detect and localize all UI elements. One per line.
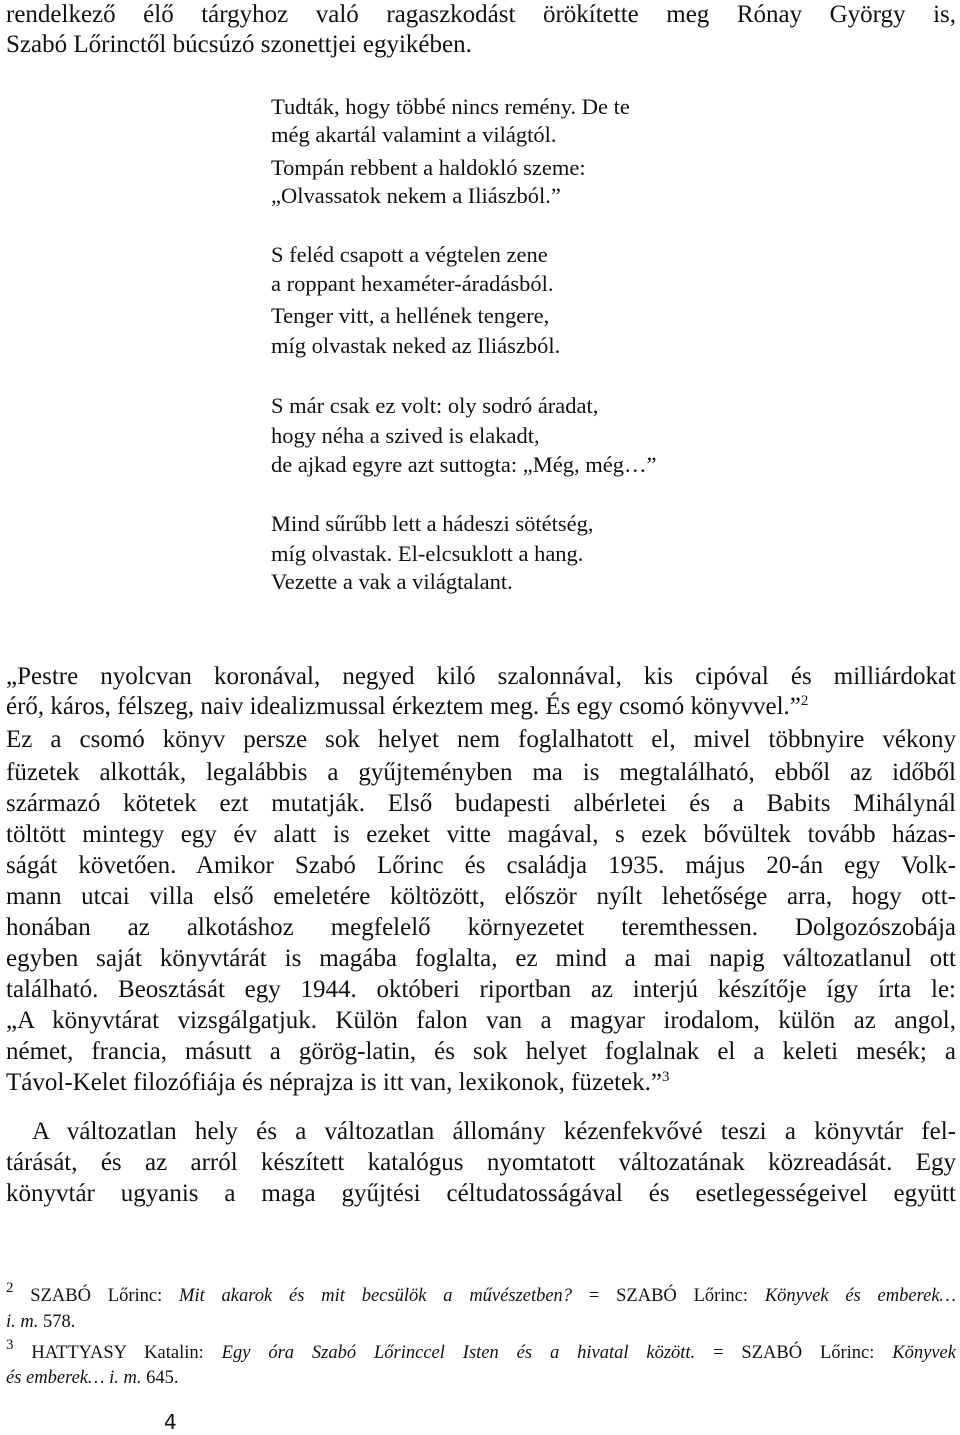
body-line: Ez a csomó könyv persze sok helyet nem foglalhatott el, mivel többnyire vékony: [6, 726, 956, 753]
footnote-2-cont: i. m. 578.: [6, 1312, 76, 1332]
poem-line: hogy néha a szived is elakadt,: [271, 423, 540, 448]
footnote-ref-3[interactable]: 3: [661, 1069, 670, 1085]
body-line: található. Beosztását egy 1944. októberi riportban az interjú készítője így írta le:: [6, 976, 956, 1003]
poem-line: a roppant hexaméter-áradásból.: [271, 271, 554, 296]
poem-line: Mind sűrűbb lett a hádeszi sötétség,: [271, 511, 594, 536]
body-line: Távol-Kelet filozófiája és néprajza is itt van, lexikonok, füzetek.”$^3$: [6, 1069, 670, 1096]
poem-line: míg olvastak. El-elcsuklott a hang.: [271, 541, 584, 566]
body-line: származó kötetek ezt mutatják. Első budapesti albérletei és a Babits Mihálynál: [6, 790, 956, 817]
poem-line: még akartál valamint a világtól.: [271, 122, 557, 147]
body-line: honában az alkotáshoz megfelelő környezetet teremthessen. Dolgozószobája: [6, 914, 956, 941]
poem-line: Vezette a vak a világtalant.: [271, 569, 513, 594]
poem-line: míg olvastak neked az Iliászból.: [271, 333, 561, 358]
poem-line: Tompán rebbent a haldokló szeme:: [271, 155, 586, 180]
footnote-3-cont: és emberek… i. m. 645.: [6, 1368, 179, 1388]
poem-line: S már csak ez volt: oly sodró áradat,: [271, 393, 599, 418]
poem-line: Tudták, hogy többé nincs remény. De te: [271, 94, 630, 119]
footnote-3: $^3$ HATTYASY Katalin: Egy óra Szabó Lőrinccel Isten és a hivatal között. = SZABÓ Lőrinc: Könyvek: [6, 1337, 956, 1363]
body-line: tárását, és az arról készített katalógus nyomtatott változatának közreadását. Egy: [6, 1149, 956, 1176]
intro-line-1: rendelkező élő tárgyhoz való ragaszkodást örökítette meg Rónay György is,: [6, 1, 956, 28]
poem-line: „Olvassatok nekem a Iliászból.”: [271, 183, 561, 208]
footnote-ref-2[interactable]: 2: [800, 693, 809, 709]
footnote-2: $^2$ SZABÓ Lőrinc: Mit akarok és mit becsülök a művészetben? = SZABÓ Lőrinc: Könyvek és emberek…: [6, 1280, 956, 1306]
body-line: „A könyvtárat vizsgálgatjuk. Külön falon van a magyar irodalom, külön az angol,: [6, 1007, 956, 1034]
body-line: német, francia, másutt a görög-latin, és sok helyet foglalnak el a keleti mesék; a: [6, 1038, 956, 1065]
poem-line: Tenger vitt, a hellének tengere,: [271, 303, 550, 328]
body-line: töltött mintegy egy év alatt is ezeket vitte magával, s ezek bővültek tovább házas-: [6, 821, 956, 848]
poem-line: de ajkad egyre azt suttogta: „Még, még…”: [271, 452, 657, 477]
body-line: „Pestre nyolcvan koronával, negyed kiló szalonnával, kis cipóval és milliárdokat: [6, 663, 956, 690]
body-line: érő, káros, félszeg, naiv idealizmussal érkeztem meg. És egy csomó könyvvel.”$^2$: [6, 693, 809, 720]
body-line: könyvtár ugyanis a maga gyűjtési céltudatosságával és esetlegességeivel együtt: [6, 1180, 956, 1207]
body-line: mann utcai villa első emeletére költözött, először nyílt lehetősége arra, hogy ott-: [6, 883, 956, 910]
body-line: A változatlan hely és a változatlan állomány kézenfekvővé teszi a könyvtár fel-: [32, 1118, 956, 1145]
body-line: egyben saját könyvtárát is magába foglalta, ez mind a mai napig változatlanul ott: [6, 945, 956, 972]
poem-line: S feléd csapott a végtelen zene: [271, 242, 548, 267]
page-number: 4: [164, 1410, 177, 1434]
body-line: füzetek alkották, legalábbis a gyűjteményben ma is megtalálható, ebből az időből: [6, 759, 956, 786]
body-line: ságát követően. Amikor Szabó Lőrinc és családja 1935. május 20-án egy Volk-: [6, 852, 956, 879]
intro-line-2: Szabó Lőrinctől búcsúzó szonettjei egyikében.: [6, 31, 472, 58]
